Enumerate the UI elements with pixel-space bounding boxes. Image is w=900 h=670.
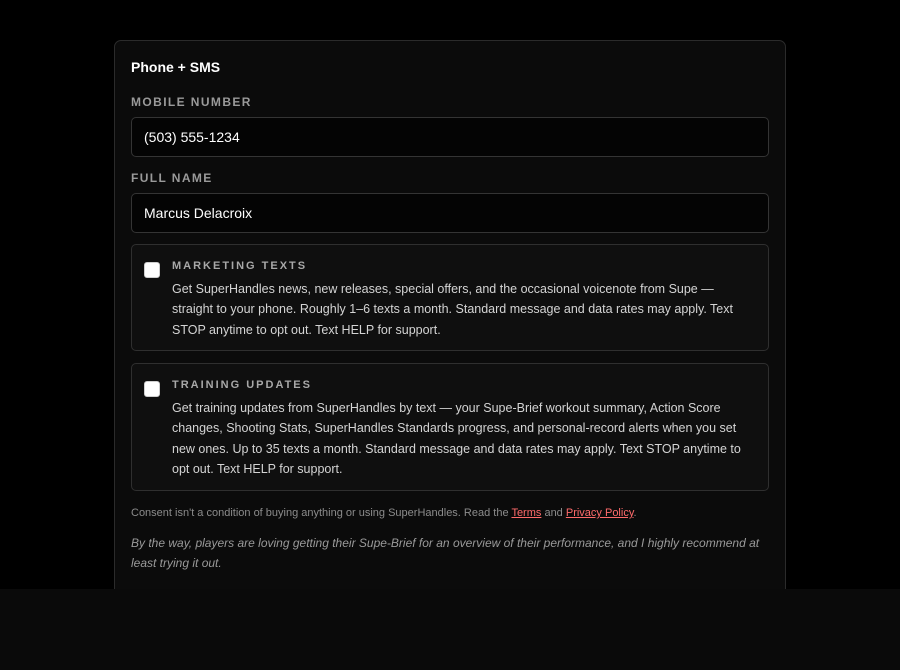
full-name-label: FULL NAME [131, 171, 213, 185]
marketing-texts-checkbox[interactable] [144, 262, 160, 278]
terms-link[interactable]: Terms [511, 507, 542, 519]
mobile-number-label: MOBILE NUMBER [131, 95, 252, 109]
bottom-panel [0, 589, 900, 670]
training-updates-title: TRAINING UPDATES [172, 379, 312, 391]
marketing-texts-description: Get SuperHandles news, new releases, special offers, and the occasional voicenote from Supe — straight to your phone. Roughly 1–6 texts a month. Standard message and data rates may apply. Text STOP anytime to opt out. Text HELP for support. [172, 282, 733, 337]
marketing-texts-title: MARKETING TEXTS [172, 260, 308, 272]
supe-brief-note: By the way, players are loving getting their Supe-Brief for an overview of their performance, and I highly recommend at least trying it out. [131, 536, 760, 570]
consent-disclaimer [131, 506, 769, 520]
training-updates-option[interactable] [131, 363, 769, 491]
section-title: Phone + SMS [131, 59, 221, 75]
privacy-policy-link[interactable]: Privacy Policy [565, 507, 634, 519]
training-updates-checkbox[interactable] [144, 381, 160, 397]
disclaimer-middle: and [541, 507, 566, 519]
full-name-input[interactable] [131, 193, 769, 233]
disclaimer-suffix: . [633, 507, 637, 519]
training-updates-description: Get training updates from SuperHandles by text — your Supe-Brief workout summary, Action Score changes, Shooting Stats, SuperHandles Standards progress, and personal-record alerts when you set new ones. Up to 35 texts a month. Standard message and data rates may apply. Text STOP anytime to opt out. Text HELP for support. [172, 401, 741, 476]
marketing-texts-option[interactable] [131, 244, 769, 351]
mobile-number-input[interactable] [131, 117, 769, 157]
phone-sms-card [114, 40, 786, 589]
disclaimer-prefix: Consent isn't a condition of buying anything or using SuperHandles. Read the [131, 507, 512, 519]
